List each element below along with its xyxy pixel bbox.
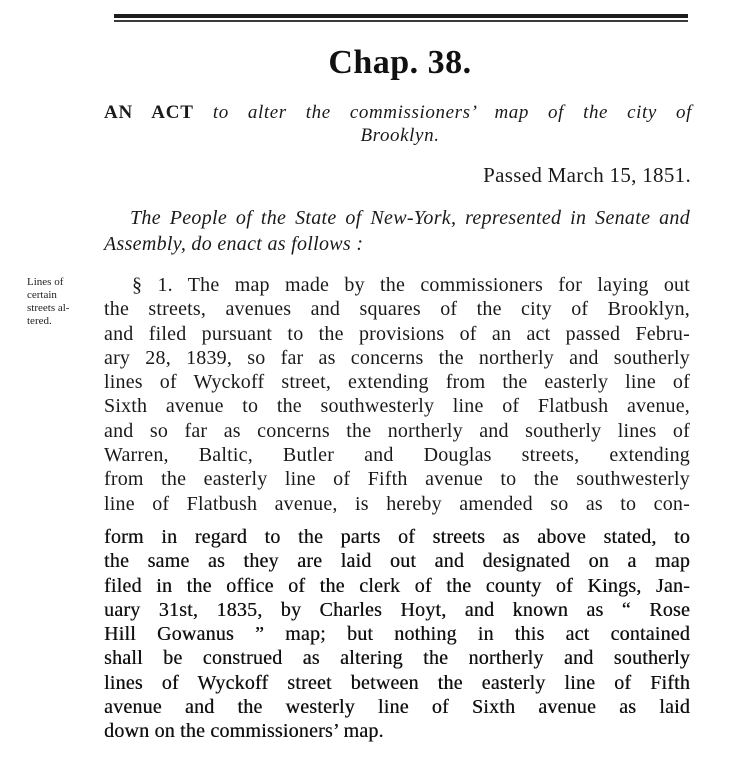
text-line: Hill Gowanus ” map; but nothing in this act contained — [104, 623, 690, 646]
text-line: and filed pursuant to the provisions of an act passed Febru- — [104, 322, 690, 345]
text-line: and so far as concerns the northerly and southerly lines of — [104, 419, 690, 442]
section-1-text-part-1 — [104, 273, 690, 516]
margin-note-line: streets al- — [27, 302, 70, 314]
margin-note — [27, 276, 95, 328]
act-title-lead: AN ACT — [104, 102, 194, 123]
act-title — [104, 101, 692, 125]
header-double-rule-bottom — [114, 20, 688, 22]
text-line: the streets, avenues and squares of the city of Brooklyn, — [104, 298, 690, 321]
text-line: from the easterly line of Fifth avenue to the southwesterly — [104, 468, 690, 491]
text-line: Sixth avenue to the southwesterly line of Flatbush avenue, — [104, 395, 690, 418]
text-line: line of Flatbush avenue, is hereby amended so as to con- — [104, 492, 690, 515]
enacting-clause: The People of the State of New-York, represented in Senate and Assembly, do enact as follows : — [104, 207, 690, 255]
text-line: lines of Wyckoff street, extending from the easterly line of — [104, 371, 690, 394]
margin-note-line: certain — [27, 289, 57, 301]
margin-note-line: tered. — [27, 315, 52, 327]
text-line: down on the commissioners’ map. — [104, 720, 384, 743]
act-title-text: to alter the commissioners’ map of the city of — [212, 102, 692, 123]
chapter-title: Chap. 38. — [328, 44, 472, 81]
text-line: avenue and the westerly line of Sixth avenue as laid — [104, 696, 690, 719]
text-line: filed in the office of the clerk of the county of Kings, Jan- — [104, 574, 690, 597]
text-line: § 1. The map made by the commissioners for laying out — [132, 274, 690, 296]
header-double-rule-top — [114, 14, 688, 18]
text-line: form in regard to the parts of streets as above stated, to — [104, 526, 690, 548]
act-title-continuation: Brooklyn. — [360, 125, 440, 146]
text-line: uary 31st, 1835, by Charles Hoyt, and known as “ Rose — [104, 598, 690, 621]
text-line: Warren, Baltic, Butler and Douglas streets, extending — [104, 444, 690, 467]
passed-date: Passed March 15, 1851. — [483, 163, 691, 187]
text-line: shall be construed as altering the northerly and southerly — [104, 647, 690, 670]
margin-note-line: Lines of — [27, 276, 64, 288]
section-1-text-part-2 — [104, 525, 690, 744]
text-line: lines of Wyckoff street between the easterly line of Fifth — [104, 671, 690, 694]
text-line: ary 28, 1839, so far as concerns the northerly and southerly — [104, 346, 690, 369]
text-line: the same as they are laid out and designated on a map — [104, 550, 690, 573]
